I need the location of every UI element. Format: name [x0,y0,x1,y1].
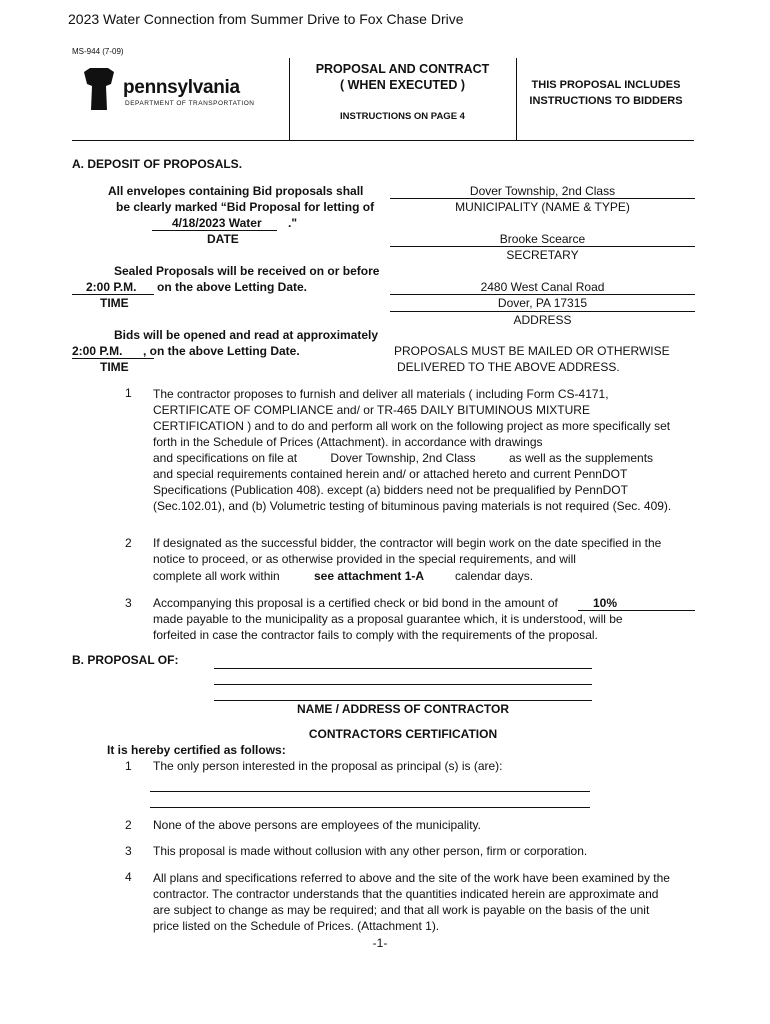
certification-intro: It is hereby certified as follows: [107,743,286,757]
principal-line-2 [150,807,590,808]
cert-item-number: 4 [125,870,132,884]
contractor-line-1 [214,668,592,669]
cert-item-2-text: None of the above persons are employees of the municipality. [153,818,481,832]
sealed-time-rule [72,294,154,295]
cert-item-4-line: All plans and specifications referred to above and the site of the work have been examined by the [153,871,670,885]
letting-date-suffix: ." [288,216,298,230]
item-2-line-1: If designated as the successful bidder, the contractor will begin work on the date specified in the [153,536,662,550]
opened-suffix: , on the above Letting Date. [143,344,300,358]
item-3-line-1: Accompanying this proposal is a certified check or bid bond in the amount of [153,596,558,610]
item-1-paragraph [153,386,698,514]
envelopes-text-1: All envelopes containing Bid proposals shall [108,184,364,198]
cert-item-1-text: The only person interested in the proposal as principal (s) is (are): [153,759,503,773]
doc-title-sub: ( WHEN EXECUTED ) [340,78,465,92]
section-b-heading: B. PROPOSAL OF: [72,653,179,667]
item-1-line: forth in the Schedule of Prices (Attachment). in accordance with drawings [153,435,543,449]
mailed-text-1: PROPOSALS MUST BE MAILED OR OTHERWISE [394,344,670,358]
cert-item-4-line: contractor. The contractor understands that the quantities indicated herein are approximate and [153,887,659,901]
address-line-1: 2480 West Canal Road [480,280,605,294]
address-label: ADDRESS [513,313,572,327]
cert-item-4-paragraph [153,870,698,934]
cert-item-number: 3 [125,844,132,858]
address-rule-top [390,294,695,295]
date-label: DATE [207,232,239,246]
bid-bond-amount: 10% [593,596,618,610]
letting-date-value: 4/18/2023 Water [172,216,262,230]
item-2-days-value: see attachment 1-A [314,569,425,583]
item-number: 1 [125,386,132,400]
time-label-2: TIME [100,360,129,374]
item-number: 3 [125,596,132,610]
document-header-title: 2023 Water Connection from Summer Drive to Fox Chase Drive [68,11,464,27]
municipality-value: Dover Township, 2nd Class [469,184,616,198]
cert-item-number: 1 [125,759,132,773]
address-rule-bottom [390,311,695,312]
contractor-line-2 [214,684,592,685]
includes-line-2: INSTRUCTIONS TO BIDDERS [529,95,683,107]
item-2-line-3c: calendar days. [455,569,534,583]
item-3-line-2: made payable to the municipality as a proposal guarantee which, it is understood, will be [153,612,623,626]
cert-item-3-text: This proposal is made without collusion with any other person, firm or corporation. [153,844,588,858]
section-a-heading: A. DEPOSIT OF PROPOSALS. [72,157,243,171]
envelopes-text-2: be clearly marked “Bid Proposal for letting of [116,200,375,214]
secretary-rule [390,246,695,247]
cert-item-4-line: are subject to change as may be required; and that all work is payable on the basis of the unit [153,903,650,917]
form-number: MS-944 (7-09) [72,47,124,56]
secretary-label: SECRETARY [506,248,579,262]
item-1-line: and special requirements contained herein and/ or attached hereto and current PennDOT [153,467,628,481]
sealed-suffix: on the above Letting Date. [157,280,308,294]
includes-line-1: THIS PROPOSAL INCLUDES [531,79,681,91]
opened-time-value: 2:00 P.M. [72,344,123,358]
logo-subtitle: DEPARTMENT OF TRANSPORTATION [125,100,255,107]
doc-title: PROPOSAL AND CONTRACT [315,62,490,76]
address-line-2: Dover, PA 17315 [497,296,588,310]
item-1-line: CERTIFICATE OF COMPLIANCE and/ or TR-465 DAILY BITUMINOUS MIXTURE [153,403,590,417]
cert-item-4-line: price listed on the Schedule of Prices. (Attachment 1). [153,919,440,933]
contractor-line-3 [214,700,592,701]
sealed-time-value: 2:00 P.M. [86,280,137,294]
time-label: TIME [100,296,129,310]
keystone-logo-icon [84,68,114,110]
letting-date-rule [152,230,277,231]
item-1-line: Specifications (Publication 408). except (a) bidders need not be prequalified by PennDOT [153,483,628,497]
item-1-line: The contractor proposes to furnish and deliver all materials ( including Form CS-4171, [153,387,609,401]
page-number: -1- [372,936,388,950]
item-3-line-3: forfeited in case the contractor fails to comply with the requirements of the proposal. [153,628,598,642]
certification-title: CONTRACTORS CERTIFICATION [308,727,498,741]
instructions-page-note: INSTRUCTIONS ON PAGE 4 [340,111,465,122]
municipality-label: MUNICIPALITY (NAME & TYPE) [455,200,630,214]
item-2-line-3a: complete all work within [153,569,280,583]
item-1-line: (Sec.102.01), and (b) Volumetric testing of bituminous paving materials is not required (Sec. 409). [153,499,672,513]
item-2-line-2: notice to proceed, or as otherwise provided in the special requirements, and will [153,552,576,566]
item-1-line: and specifications on file at Dover Township, 2nd Class as well as the supplements [153,451,654,465]
bid-bond-rule [578,610,695,611]
mailed-text-2: DELIVERED TO THE ABOVE ADDRESS. [397,360,620,374]
contractor-name-address-label: NAME / ADDRESS OF CONTRACTOR [296,702,509,716]
secretary-value: Brooke Scearce [499,232,586,246]
opened-time-rule [72,358,154,359]
opened-text: Bids will be opened and read at approximately [114,328,379,342]
cert-item-number: 2 [125,818,132,832]
sealed-text: Sealed Proposals will be received on or before [114,264,380,278]
municipality-rule [390,198,695,199]
logo-wordmark: pennsylvania [123,77,240,98]
principal-line-1 [150,791,590,792]
header-bottom-rule [72,140,694,141]
item-1-line: CERTIFICATION ) and to do and perform all work on the following project as more specifically set [153,419,671,433]
item-number: 2 [125,536,132,550]
